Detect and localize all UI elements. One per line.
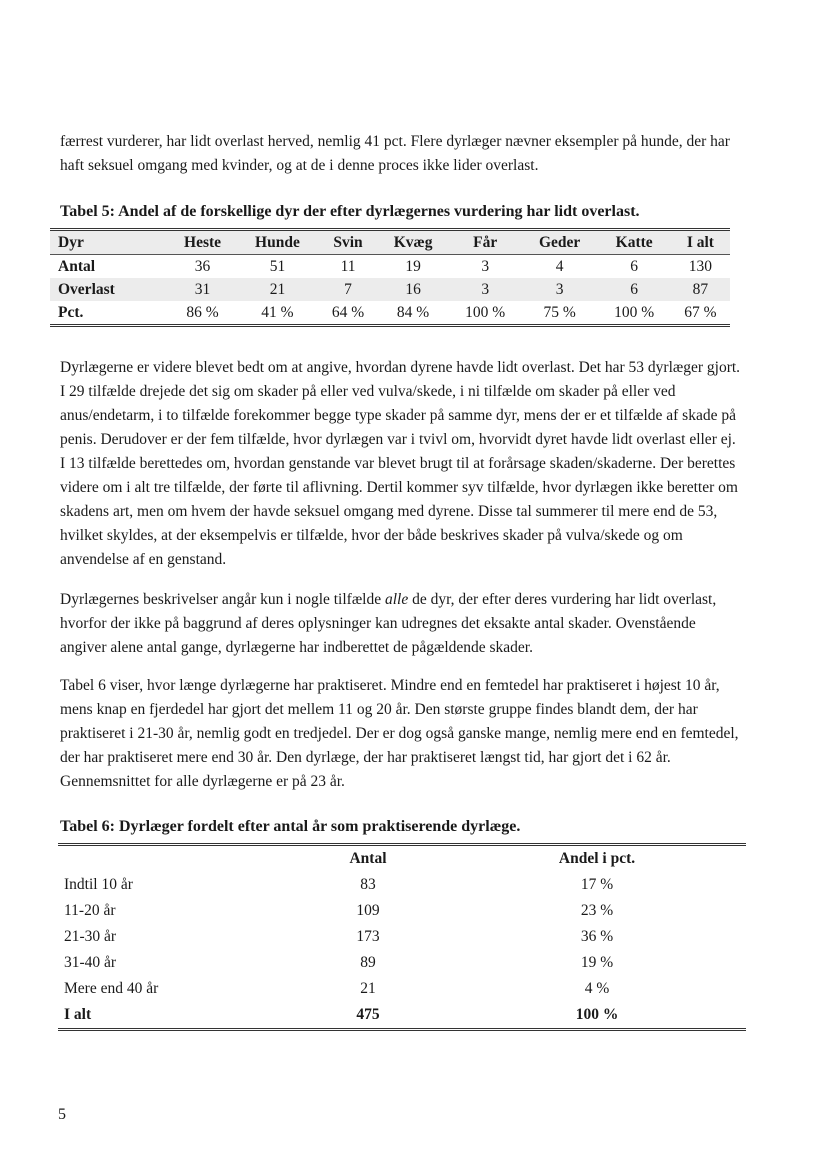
- page-number: 5: [58, 1106, 66, 1123]
- table-row: [58, 976, 746, 1002]
- table6-antal-cell: 475: [356, 1006, 380, 1023]
- intro-paragraph: færrest vurderer, har lidt overlast herved, nemlig 41 pct. Flere dyrlæger nævner eksempler på hunde, der har haft seksuel omgang med kvinder, og at de i denne proces ikke lider overlast.: [60, 133, 730, 174]
- table6-header-cell: [58, 845, 288, 873]
- table6-andel-cell: 4 %: [584, 980, 610, 997]
- table6-andel-cell: 100 %: [575, 1006, 619, 1023]
- table5-row-label: Pct.: [58, 303, 84, 321]
- table5-cell: 7: [318, 278, 377, 301]
- table5-cell: 41 %: [261, 303, 294, 321]
- table5-header-cell: I alt: [671, 230, 730, 255]
- body-paragraph-2: Dyrlægerne er videre blevet bedt om at angive, hvordan dyrene havde lidt overlast. Det har 53 dyrlæger gjort. I 29 tilfælde drejede det sig om skader på eller ved vulva/skede, i ni tilfælde om skader på eller ved anus/endetarm, i to tilfælde forekommer begge type skader på samme dyr, mens der er et tilfælde af skade på penis. Derudover er der fem tilfælde, hvor dyrlægen var i tvivl om, hvorvidt dyret havde lidt overlast eller ej. I 13 tilfælde berettedes om, hvordan genstande var blevet brugt til at forårsage skaden/skaderne. Der berettes videre om i alt tre tilfælde, der førte til aflivning. Dertil kommer syv tilfælde, hvor dyrlægen ikke beretter om skadens art, men om hvem der havde seksuel omgang med dyrene. Disse tal summerer til mere end de 53, hvilket skyldes, at der eksempelvis er tilfælde, hvor der både beskrives skader på vulva/skede og om anvendelse af en genstand.: [60, 359, 741, 568]
- table5-header-cell: Hunde: [236, 230, 318, 255]
- paragraph3-text-after: de dyr, der efter deres vurdering har lidt overlast, hvorfor der ikke på baggrund af deres oplysninger kan udregnes det eksakte antal skader. Ovenstående angiver alene antal gange, dyrlægerne har indberettet de pågældende skader.: [60, 591, 717, 656]
- table5-cell: 3: [522, 278, 598, 301]
- table5-cell: 100 %: [614, 303, 655, 321]
- table5-header-cell: Heste: [169, 230, 237, 255]
- table-row: [50, 255, 730, 279]
- table5-cell: 11: [318, 255, 377, 279]
- table6-header-row: [58, 845, 746, 873]
- table5-header-cell: Svin: [318, 230, 377, 255]
- table5-cell: 31: [169, 278, 237, 301]
- table6-caption: Tabel 6: Dyrlæger fordelt efter antal år som praktiserende dyrlæge.: [60, 818, 521, 835]
- table6-andel-cell: 36 %: [580, 928, 614, 945]
- table-row: [50, 301, 730, 326]
- table6-antal-cell: 89: [360, 954, 376, 971]
- table6-antal-cell: 109: [356, 902, 380, 919]
- table-row: [58, 950, 746, 976]
- table5-header-cell: Kvæg: [378, 230, 449, 255]
- table5-cell: 75 %: [543, 303, 576, 321]
- table5-header-cell: Dyr: [50, 230, 169, 255]
- table5-header-cell: Katte: [598, 230, 671, 255]
- table-row: [58, 872, 746, 898]
- table5-cell: 130: [671, 255, 730, 279]
- table5-row-label: Antal: [50, 255, 169, 279]
- table5-cell: 51: [236, 255, 318, 279]
- table5-cell: 21: [236, 278, 318, 301]
- table5: [50, 228, 730, 327]
- table5-cell: 3: [449, 278, 522, 301]
- body-paragraph-4: Tabel 6 viser, hvor længe dyrlægerne har praktiseret. Mindre end en femtedel har praktiseret i højest 10 år, mens knap en fjerdedel har gjort det mellem 11 og 20 år. Den største gruppe findes blandt dem, der har praktiseret i 21-30 år, nemlig godt en tredjedel. Der er dog også ganske mange, nemlig mere end en femtedel, der har praktiseret mere end 30 år. Den dyrlæge, der har praktiseret længst tid, har gjort det i 62 år. Gennemsnittet for alle dyrlægerne er på 23 år.: [60, 677, 739, 790]
- table6-andel-cell: 19 %: [580, 954, 614, 971]
- table6-row-label: I alt: [64, 1006, 92, 1023]
- table6: [58, 843, 746, 1031]
- table6-row-label: 21-30 år: [64, 928, 117, 945]
- table5-header-cell: Geder: [522, 230, 598, 255]
- table5-cell: 67 %: [684, 303, 717, 321]
- table6-antal-cell: 21: [360, 980, 376, 997]
- table5-cell: 6: [598, 278, 671, 301]
- table5-row-label: Overlast: [50, 278, 169, 301]
- table5-cell: 100 %: [465, 303, 506, 321]
- table5-cell: 64 %: [331, 303, 365, 321]
- table6-andel-cell: 17 %: [580, 876, 614, 893]
- table6-antal-cell: 173: [356, 928, 380, 945]
- body-paragraph-3: [60, 588, 742, 660]
- table5-header-cell: Får: [449, 230, 522, 255]
- table5-header-row: [50, 230, 730, 255]
- table5-cell: 36: [169, 255, 237, 279]
- paragraph3-text-before: Dyrlægernes beskrivelser angår kun i nogle tilfælde: [60, 591, 385, 608]
- table5-cell: 19: [378, 255, 449, 279]
- table6-andel-cell: 23 %: [580, 902, 614, 919]
- table6-header-cell: Antal: [349, 850, 387, 867]
- table6-header-cell: Andel i pct.: [558, 850, 636, 867]
- table5-cell: 86 %: [186, 303, 219, 321]
- table6-row-label: Indtil 10 år: [64, 876, 133, 893]
- table5-cell: 84 %: [396, 303, 430, 321]
- table-row: [50, 278, 730, 301]
- table6-antal-cell: 83: [360, 876, 376, 893]
- table6-row-label: Mere end 40 år: [64, 980, 159, 997]
- table6-total-row: [58, 1002, 746, 1030]
- table5-cell: 6: [598, 255, 671, 279]
- table-row: [58, 898, 746, 924]
- table5-cell: 4: [522, 255, 598, 279]
- table5-cell: 87: [671, 278, 730, 301]
- table5-cell: 16: [378, 278, 449, 301]
- table6-row-label: 31-40 år: [64, 954, 117, 971]
- table-row: [58, 924, 746, 950]
- table6-row-label: 11-20 år: [64, 902, 116, 919]
- paragraph3-emphasis: alle: [385, 591, 409, 608]
- table5-caption: Tabel 5: Andel af de forskellige dyr der efter dyrlægernes vurdering har lidt overlast.: [60, 203, 640, 220]
- table5-cell: 3: [449, 255, 522, 279]
